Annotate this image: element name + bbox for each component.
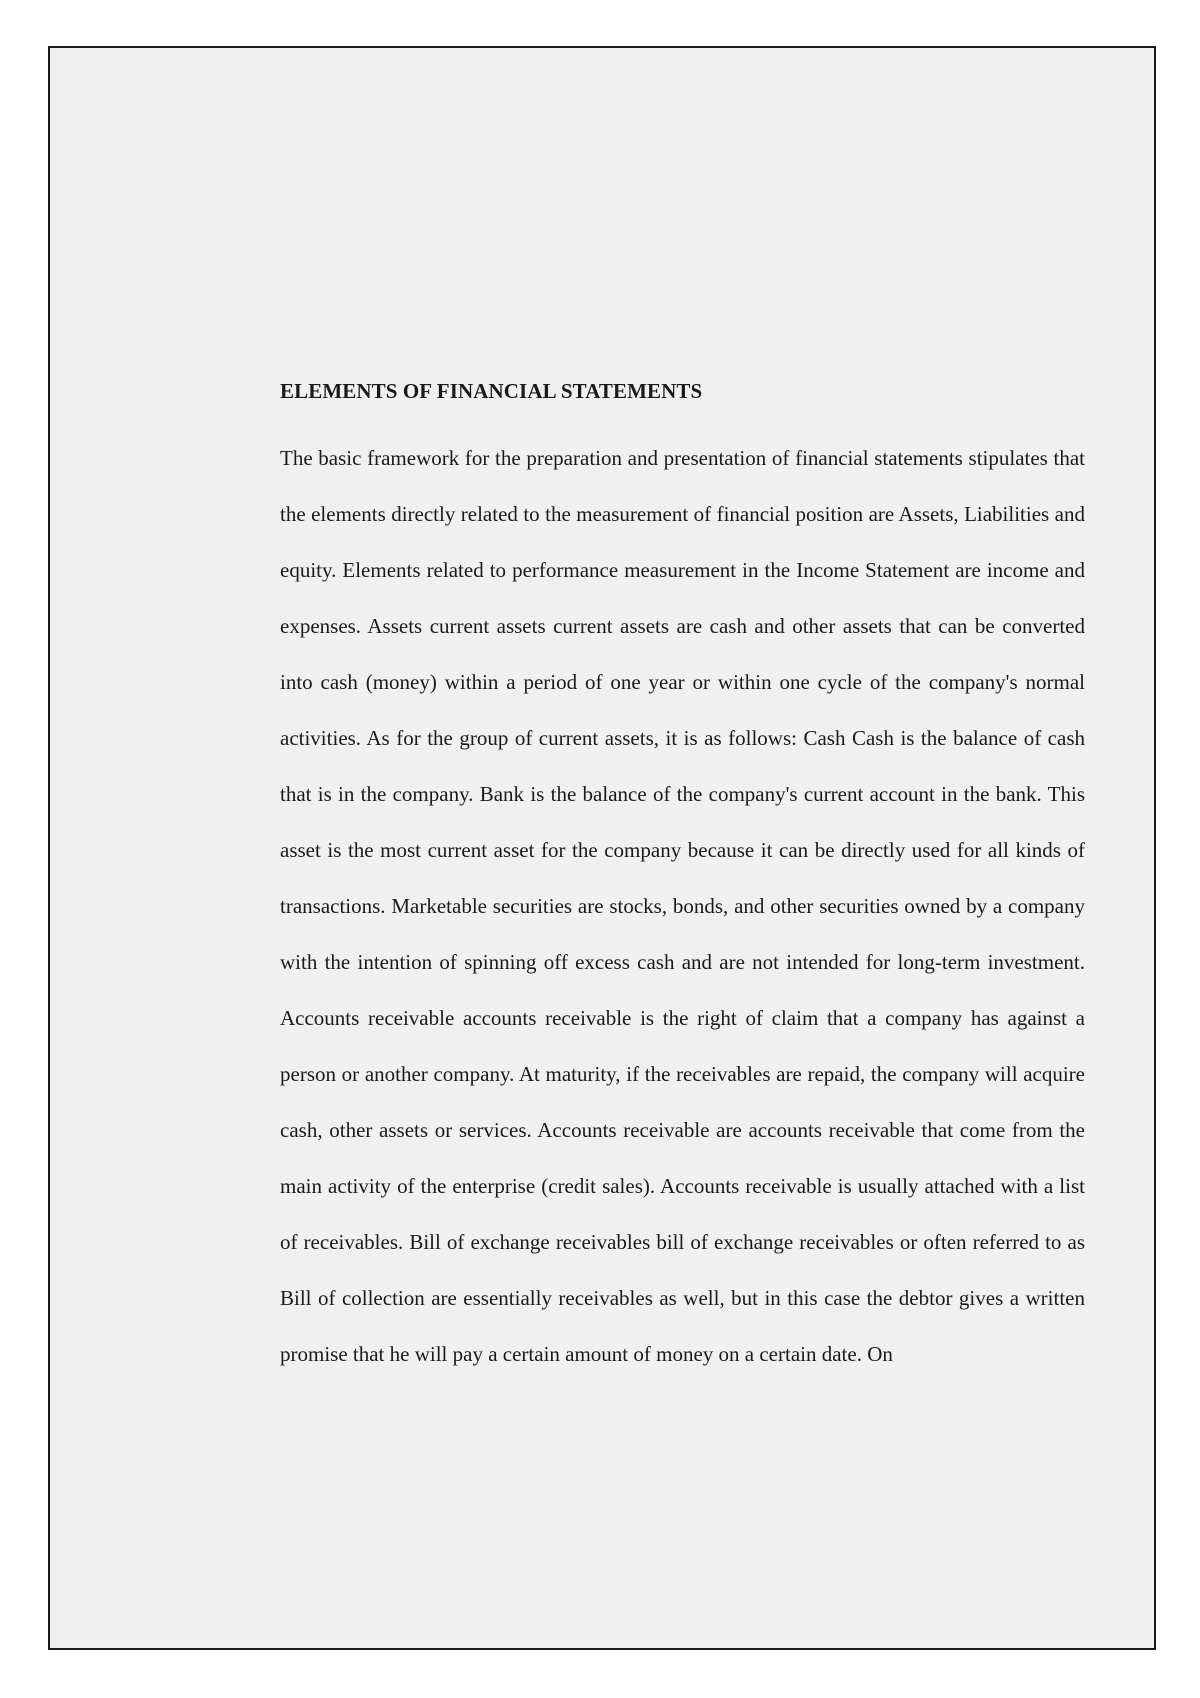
document-page <box>48 46 1156 1650</box>
document-title: ELEMENTS OF FINANCIAL STATEMENTS <box>280 379 703 403</box>
body-paragraph: The basic framework for the preparation and presentation of financial statements stipulates that the elements directly related to the measurement of financial position are Assets, Liabilities and equity. Elements related to performance measurement in the Income Statement are income and expenses. Assets current assets current assets are cash and other assets that can be converted into cash (money) within a period of one year or within one cycle of the company's normal activities. As for the group of current assets, it is as follows: Cash Cash is the balance of cash that is in the company. Bank is the balance of the company's current account in the bank. This asset is the most current asset for the company because it can be directly used for all kinds of transactions. Marketable securities are stocks, bonds, and other securities owned by a company with the intention of spinning off excess cash and are not intended for long-term investment. Accounts receivable accounts receivable is the right of claim that a company has against a person or another company. At maturity, if the receivables are repaid, the company will acquire cash, other assets or services. Accounts receivable are accounts receivable that come from the main activity of the enterprise (credit sales). Accounts receivable is usually attached with a list of receivables. Bill of exchange receivables bill of exchange receivables or often referred to as Bill of collection are essentially receivables as well, but in this case the debtor gives a written promise that he will pay a certain amount of money on a certain date. On <box>280 446 1085 1366</box>
document-content <box>280 376 1085 1382</box>
